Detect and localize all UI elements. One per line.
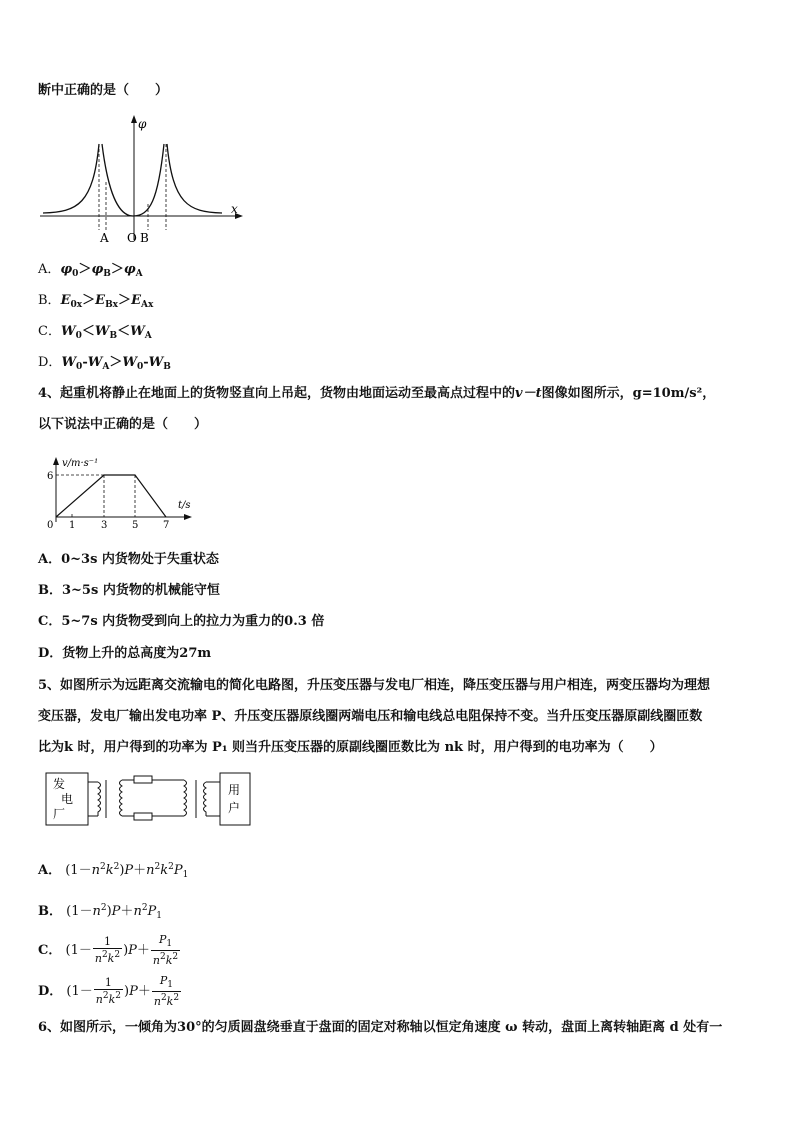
user-char-2: 户 — [228, 801, 241, 815]
transmission-circuit-diagram — [44, 770, 264, 828]
tick-label-b: B — [140, 231, 149, 245]
x-tick-0: 0 — [47, 520, 54, 531]
phi-axis-label: φ — [138, 117, 147, 131]
q5-stem-line1: 5、如图所示为远距离交流输电的简化电路图，升压变压器与发电厂相连，降压变压器与用户相连，两变压器均为理想 — [38, 678, 711, 693]
q4-option-c: C．5~7s 内货物受到向上的拉力为重力的0.3 倍 — [38, 614, 325, 629]
v-t-graph — [44, 452, 194, 532]
power-plant-char-2: 电 — [61, 792, 74, 806]
q3-option-c: C．$W_0<W_B<W_A$ — [38, 324, 152, 341]
q4-option-a: A．0~3s 内货物处于失重状态 — [38, 552, 219, 567]
x-tick-1: 1 — [69, 520, 76, 531]
q4-stem-line1: 4、起重机将静止在地面上的货物竖直向上吊起，货物由地面运动至最高点过程中的v－t图像如图所示，g=10m/s²， — [38, 386, 716, 401]
q3-option-d: D．$W_0-W_A>W_0-W_B$ — [38, 355, 171, 372]
q3-option-b: B．$E_{0x}>E_{Bx}>E_{Ax}$ — [38, 293, 154, 310]
question-intro-line: 断中正确的是（ ） — [38, 83, 169, 98]
t-axis-label: t/s — [178, 500, 191, 511]
q4-option-b: B．3~5s 内货物的机械能守恒 — [38, 583, 220, 598]
q5-stem-line2: 变压器，发电厂输出发电功率 P、升压变压器原线圈两端电压和输电线总电阻保持不变。当升压变压器原副线圈匝数 — [38, 709, 703, 724]
q5-option-d: D． (1－ $\frac{1}{n^2k^2}$ )P＋ $\frac{P_1}{n^2k^2}$ — [38, 974, 180, 1008]
q6-stem-line1: 6、如图所示，一倾角为30°的匀质圆盘绕垂直于盘面的固定对称轴以恒定角速度 ω 转动，盘面上离转轴距离 d 处有一 — [38, 1020, 723, 1035]
power-plant-char-1: 发 — [53, 777, 66, 791]
q5-option-c: C． (1－ $\frac{1}{n^2k^2}$ )P＋ $\frac{P_1}{n^2k^2}$ — [38, 933, 179, 967]
power-plant-char-3: 厂 — [53, 807, 66, 821]
v-axis-label: v/m·s⁻¹ — [62, 458, 99, 469]
q5-stem-line3: 比为k 时，用户得到的功率为 P₁ 则当升压变压器的原副线圈匝数比为 nk 时，用户得到的电功率为（ ） — [38, 740, 663, 755]
phi-x-graph — [38, 112, 248, 247]
x-tick-3: 3 — [101, 520, 108, 531]
q3-option-a: A．$\varphi_0>\varphi_B>\varphi_A$ — [38, 262, 143, 279]
user-char-1: 用 — [228, 783, 241, 797]
q5-option-b: B． $(1-n^2)P+n^2P_1$ — [38, 903, 163, 921]
y-tick-6: 6 — [47, 471, 54, 482]
q4-stem-line2: 以下说法中正确的是（ ） — [38, 417, 208, 432]
x-axis-label: x — [231, 202, 238, 216]
q4-option-d: D．货物上升的总高度为27m — [38, 646, 212, 661]
x-tick-5: 5 — [132, 520, 139, 531]
tick-label-o: O — [127, 231, 137, 245]
x-tick-7: 7 — [163, 520, 170, 531]
q5-option-a: A． $(1-n^2k^2)P+n^2k^2P_1$ — [38, 862, 189, 880]
tick-label-a: A — [100, 231, 109, 245]
